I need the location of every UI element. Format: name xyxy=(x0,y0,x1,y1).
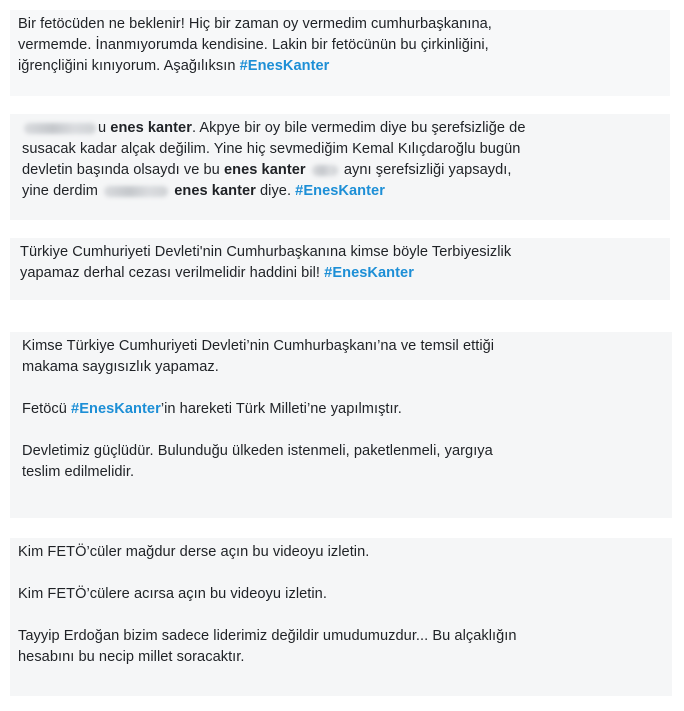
mention-name: enes kanter xyxy=(174,183,256,199)
mention-name: enes kanter xyxy=(223,162,306,178)
tweet-line: makama saygısızlık yapamaz. xyxy=(22,359,219,375)
tweet-line: Kimse Türkiye Cumhuriyeti Devleti’nin Cumhurbaşkanı’na ve temsil ettiği xyxy=(22,338,495,354)
tweet-line: vermemde. İnanmıyorumda kendisine. Lakin bir fetöcünün bu çirkinliğini, xyxy=(18,37,489,53)
tweet-text-span: diye. xyxy=(259,183,292,199)
tweet-line: teslim edilmelidir. xyxy=(22,464,135,480)
tweet-paragraph xyxy=(22,441,672,483)
tweet-paragraph xyxy=(18,626,672,668)
tweet-card-2 xyxy=(10,114,670,220)
tweet-line: Devletimiz güçlüdür. Bulunduğu ülkeden istenmeli, paketlenmeli, yargıya xyxy=(22,443,493,459)
tweet-text-span: yine derdim xyxy=(22,183,98,199)
tweet-paragraph: Kim FETÖ’cülere acırsa açın bu videoyu izletin. xyxy=(18,586,327,602)
tweet-text-span: iğrençliğini kınıyorum. Aşağılıksın xyxy=(18,58,236,74)
tweet-line: Türkiye Cumhuriyeti Devleti'nin Cumhurbaşkanına kimse böyle Terbiyesizlik xyxy=(20,244,512,260)
mention-name: enes kanter xyxy=(110,120,192,136)
tweet-text-span: ’in hareketi Türk Milleti’ne yapılmıştır. xyxy=(160,401,402,417)
tweet-paragraph: Kim FETÖ’cüler mağdur derse açın bu videoyu izletin. xyxy=(18,544,370,560)
tweet-text xyxy=(22,114,670,202)
tweet-card-4 xyxy=(10,332,672,518)
tweet-line: susacak kadar alçak değilim. Yine hiç sevmediğim Kemal Kılıçdaroğlu bugün xyxy=(22,141,521,157)
hashtag-link[interactable]: #EnesKanter xyxy=(71,401,161,417)
tweet-text xyxy=(18,538,672,668)
tweet-card-3 xyxy=(10,238,670,300)
tweet-text-span: devletin başında olsaydı ve bu xyxy=(22,162,220,178)
tweet-text-span: Fetöcü xyxy=(22,401,67,417)
blurred-word xyxy=(104,186,168,197)
tweet-text xyxy=(20,238,670,284)
tweet-line xyxy=(22,181,670,202)
hashtag-link[interactable]: #EnesKanter xyxy=(239,58,330,74)
blurred-word xyxy=(24,123,96,134)
tweet-line xyxy=(20,263,670,284)
tweet-card-1 xyxy=(10,10,670,96)
tweet-line xyxy=(18,56,670,77)
tweet-text-span: aynı şerefsizliği yapsaydı, xyxy=(343,162,512,178)
tweet-text-span: u xyxy=(98,120,107,136)
tweet-text xyxy=(22,332,672,483)
tweet-text-span: yapamaz derhal cezası verilmelidir haddini bil! xyxy=(20,265,321,281)
hashtag-link[interactable]: #EnesKanter xyxy=(324,265,414,281)
tweet-card-5 xyxy=(10,538,672,696)
tweet-paragraph xyxy=(22,399,672,420)
tweet-paragraph xyxy=(22,336,672,378)
blurred-word xyxy=(312,165,338,176)
tweet-line: Tayyip Erdoğan bizim sadece liderimiz değildir umudumuzdur... Bu alçaklığın xyxy=(18,628,517,644)
tweet-line: hesabını bu necip millet soracaktır. xyxy=(18,649,245,665)
tweet-line xyxy=(22,160,670,181)
tweet-line xyxy=(22,118,670,139)
tweet-text-span: . Akpye bir oy bile vermedim diye bu şerefsizliğe de xyxy=(191,120,526,136)
tweet-text xyxy=(18,10,670,77)
hashtag-link[interactable]: #EnesKanter xyxy=(295,183,385,199)
tweet-line: Bir fetöcüden ne beklenir! Hiç bir zaman oy vermedim cumhurbaşkanına, xyxy=(18,16,492,32)
